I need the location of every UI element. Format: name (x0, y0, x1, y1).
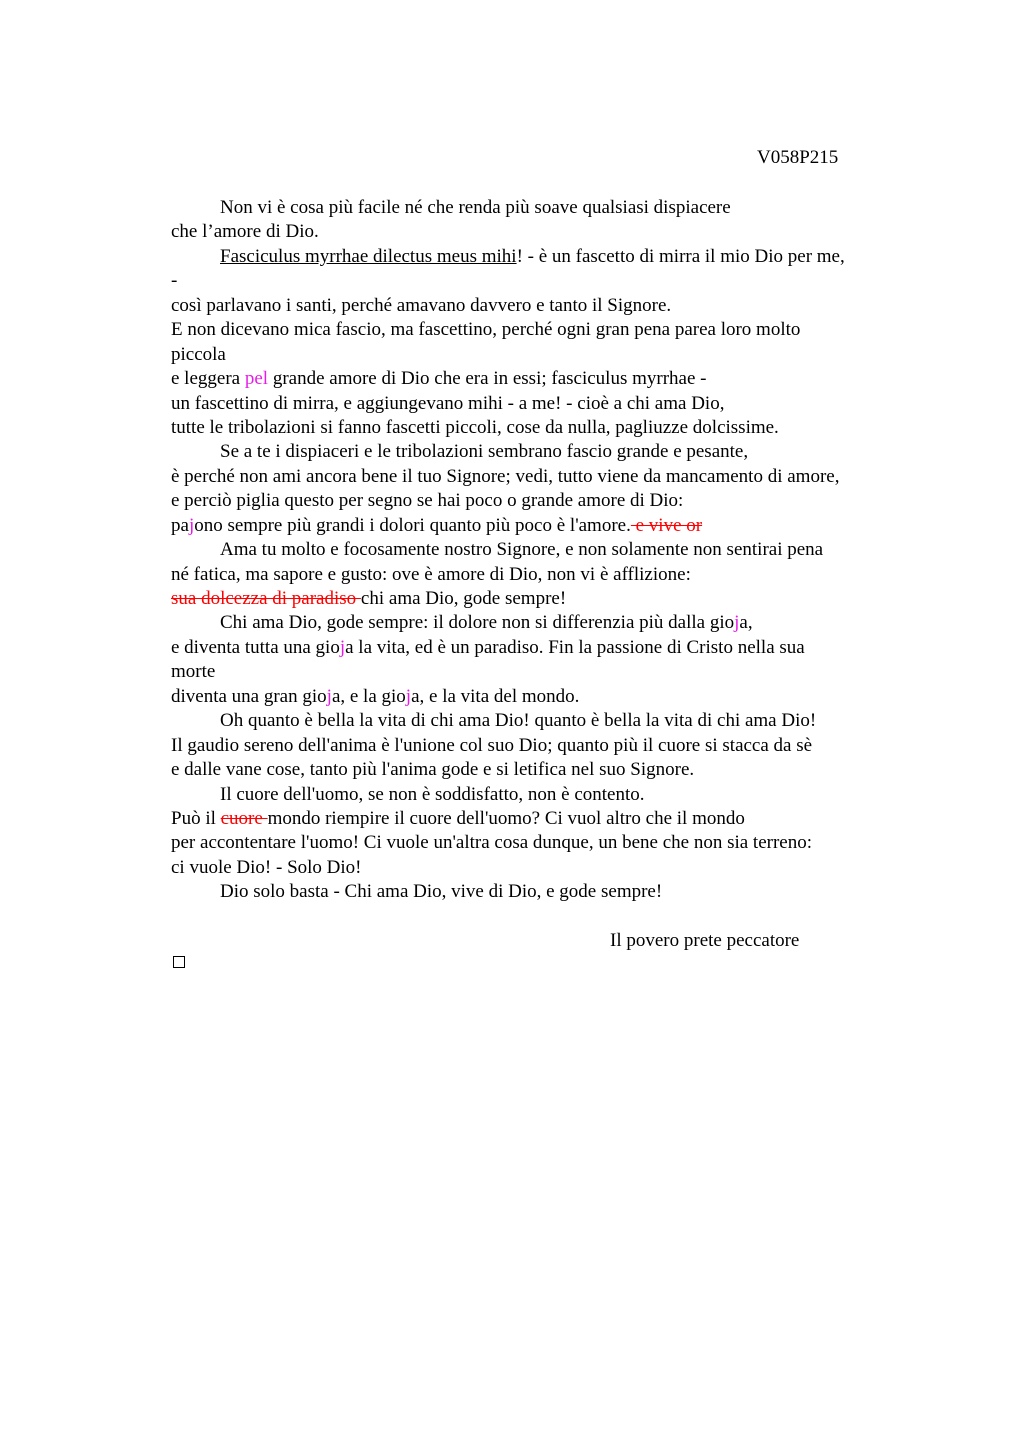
inserted-text: j (188, 514, 195, 536)
text-line (171, 538, 911, 562)
text-line (171, 196, 911, 220)
text-line (171, 856, 911, 880)
text-span: tutte le tribolazioni si fanno fascetti piccoli, cose da nulla, pagliuzze dolcissime. (171, 416, 779, 438)
text-line (171, 440, 911, 464)
text-span: Può il (171, 807, 221, 829)
text-span: Dio solo basta - Chi ama Dio, vive di Dio, e gode sempre! (220, 881, 663, 903)
text-span: ono sempre più grandi i dolori quanto più poco è l'amore. (194, 514, 631, 536)
inserted-text: j (339, 636, 346, 658)
text-span: né fatica, ma sapore e gusto: ove è amore di Dio, non vi è afflizione: (171, 563, 691, 585)
page-code: V058P215 (757, 147, 839, 168)
latin-quote: Fasciculus myrrhae dilectus meus mihi (220, 245, 517, 267)
text-line (171, 489, 911, 513)
text-span: Il gaudio sereno dell'anima è l'unione col suo Dio; quanto più il cuore si stacca da sè (171, 734, 813, 756)
text-span: che l’amore di Dio. (171, 221, 319, 243)
text-span: Il cuore dell'uomo, se non è soddisfatto, non è contento. (220, 783, 645, 805)
text-line (171, 220, 911, 244)
inserted-text: pel (244, 368, 269, 390)
text-span: Non vi è cosa più facile né che renda più soave qualsiasi dispiacere (220, 197, 731, 218)
text-span: a, (739, 612, 753, 634)
text-line (171, 245, 911, 269)
text-span: e leggera (171, 368, 245, 390)
text-line (171, 611, 911, 635)
text-line (171, 734, 911, 758)
text-span: Ama tu molto e focosamente nostro Signore, e non solamente non sentirai pena (220, 539, 824, 561)
deleted-text: e vive or (630, 514, 703, 536)
text-span: e diventa tutta una gio (171, 636, 340, 658)
deleted-text: sua dolcezza di paradiso (171, 588, 361, 609)
text-span: pa (171, 514, 189, 536)
inserted-text: j (405, 685, 412, 707)
text-span: a, e la gio (331, 685, 406, 707)
deleted-text: cuore (220, 807, 268, 829)
text-line (171, 343, 911, 367)
text-span: E non dicevano mica fascio, ma fascettino, perché ogni gran pena parea loro molto (171, 319, 801, 341)
text-line (171, 709, 911, 733)
text-span: - (171, 270, 178, 292)
text-span: morte (171, 661, 216, 683)
text-line (171, 563, 911, 587)
text-line (171, 587, 911, 611)
text-line (171, 367, 911, 391)
text-span: ! - è un fascetto di mirra il mio Dio per me, (516, 245, 845, 267)
text-span: e perciò piglia questo per segno se hai poco o grande amore di Dio: (171, 490, 684, 512)
text-line (171, 660, 911, 684)
inserted-text: j (326, 685, 332, 707)
text-span: Chi ama Dio, gode sempre: il dolore non si differenzia più dalla gio (220, 612, 735, 634)
letter-body (171, 196, 911, 905)
text-line (171, 294, 911, 318)
text-span: diventa una gran gio (171, 685, 327, 707)
text-span: chi ama Dio, gode sempre! (360, 588, 567, 609)
inserted-text: j (734, 612, 740, 634)
text-line (171, 465, 911, 489)
text-line (171, 318, 911, 342)
text-span: a, e la vita del mondo. (411, 685, 580, 707)
text-span: e dalle vane cose, tanto più l'anima gode e si letifica nel suo Signore. (171, 759, 695, 781)
text-line (171, 685, 911, 709)
text-line (171, 831, 911, 855)
text-line (171, 514, 911, 538)
text-line (171, 392, 911, 416)
text-span: Se a te i dispiaceri e le tribolazioni sembrano fascio grande e pesante, (220, 441, 749, 463)
text-span: ci vuole Dio! - Solo Dio! (171, 856, 362, 878)
text-span: per accontentare l'uomo! Ci vuole un'altra cosa dunque, un bene che non sia terreno: (171, 832, 812, 854)
text-span: un fascettino di mirra, e aggiungevano mihi - a me! - cioè a chi ama Dio, (171, 392, 725, 414)
text-line (171, 880, 911, 904)
signature: Il povero prete peccatore (610, 930, 800, 951)
text-span: piccola (171, 343, 226, 365)
text-line (171, 416, 911, 440)
text-line (171, 807, 911, 831)
text-span: a la vita, ed è un paradiso. Fin la passione di Cristo nella sua (345, 636, 805, 658)
text-line (171, 269, 911, 293)
end-marker-box (173, 956, 185, 968)
text-span: è perché non ami ancora bene il tuo Signore; vedi, tutto viene da mancamento di amore, (171, 465, 840, 487)
text-line (171, 636, 911, 660)
text-line (171, 758, 911, 782)
text-span: grande amore di Dio che era in essi; fasciculus myrrhae - (268, 368, 707, 390)
text-span: così parlavano i santi, perché amavano davvero e tanto il Signore. (171, 294, 672, 316)
text-line (171, 783, 911, 807)
text-span: mondo riempire il cuore dell'uomo? Ci vuol altro che il mondo (267, 807, 745, 829)
text-span: Oh quanto è bella la vita di chi ama Dio! quanto è bella la vita di chi ama Dio! (220, 710, 817, 732)
